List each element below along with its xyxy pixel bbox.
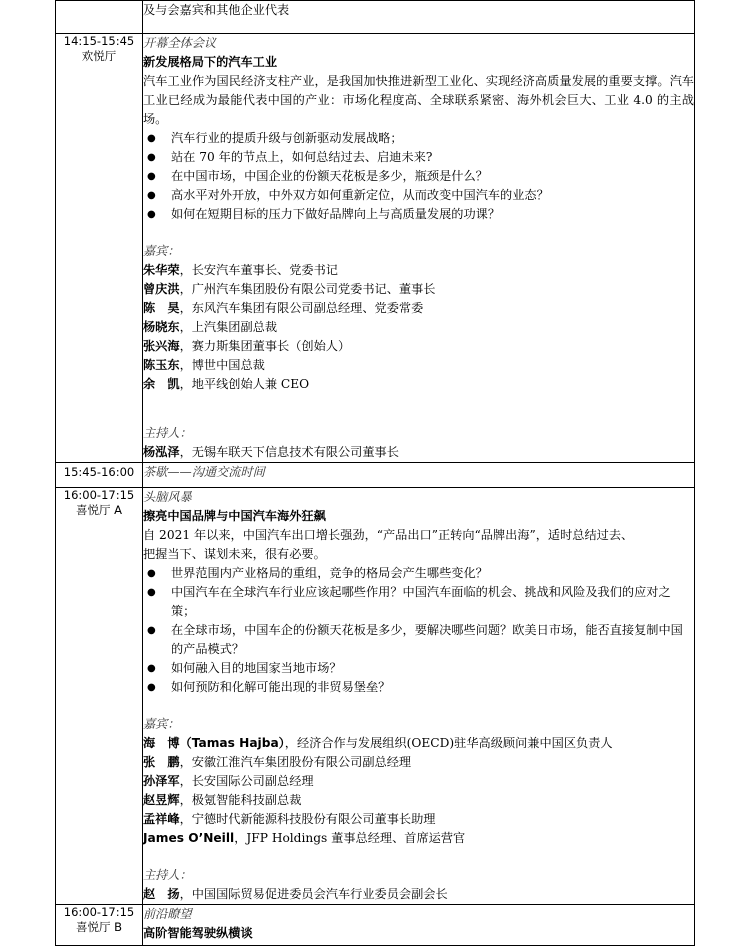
guest-title: ，安徽江淮汽车集团股份有限公司副总经理: [179, 755, 412, 769]
session-intro: 汽车工业作为国民经济支柱产业，是我国加快推进新型工业化、实现经济高质量发展的重要支撑。汽车工业已经成为最能代表中国的产业：市场化程度高、全球联系紧密、海外机会巨大、工业 4.0 的主战场。: [143, 74, 694, 126]
agenda-row: [56, 463, 695, 488]
topic-item: ● 如何在短期目标的压力下做好品牌向上与高质量发展的功课？: [143, 205, 694, 224]
topic-item: ● 高水平对外开放，中外双方如何重新定位，从而改变中国汽车的业态？: [143, 186, 694, 205]
topic-list: [143, 564, 694, 697]
session-intro-line: 自 2021 年以来，中国汽车出口增长强劲，“产品出口”正转向“品牌出海”，适时总结过去、: [143, 528, 634, 542]
time-cell: [56, 1, 143, 34]
session-time: 14:15-15:45: [63, 34, 135, 48]
guest-title: ，东风汽车集团有限公司副总经理、党委常委: [179, 301, 424, 315]
guest-title: ，赛力斯集团董事长（创始人）: [179, 339, 351, 353]
topic-item: ● 世界范围内产业格局的重组，竞争的格局会产生哪些变化？: [143, 564, 694, 583]
time-cell: [56, 488, 143, 905]
content-cell: [143, 905, 695, 946]
guest-name: 余 凯: [143, 377, 180, 391]
session-category: 前沿瞭望: [143, 907, 192, 921]
agenda-row: [56, 1, 695, 34]
session-category: 头脑风暴: [143, 490, 192, 504]
agenda-row: [56, 34, 695, 463]
host-line: [143, 443, 694, 462]
time-cell: [56, 463, 143, 488]
guest-line: [143, 829, 694, 848]
guest-line: [143, 261, 694, 280]
agenda-row: [56, 488, 695, 905]
guest-name: 朱华荣: [143, 263, 180, 277]
guest-name: 杨晓东: [143, 320, 180, 334]
session-room: 喜悦厅 A: [75, 503, 123, 517]
guest-title: ，经济合作与发展组织(OECD)驻华高级顾问兼中国区负责人: [284, 736, 613, 750]
guest-name: 赵昱辉: [143, 793, 180, 807]
guest-name: 孙泽军: [143, 774, 180, 788]
session-intro-line: 把握当下、谋划未来，很有必要。: [143, 547, 326, 561]
guest-line: [143, 337, 694, 356]
session-title: 新发展格局下的汽车工业: [143, 55, 278, 69]
host-title: ，中国国际贸易促进委员会汽车行业委员会副会长: [179, 887, 448, 901]
continuation-text: 及与会嘉宾和其他企业代表: [143, 3, 290, 17]
guest-line: [143, 299, 694, 318]
guest-line: [143, 375, 694, 394]
content-cell: [143, 1, 695, 34]
guest-title: ，长安国际公司副总经理: [179, 774, 314, 788]
guests-label: 嘉宾：: [143, 244, 180, 258]
guest-name: 海 博（Tamas Hajba）: [143, 736, 285, 750]
guests-label: 嘉宾：: [143, 717, 180, 731]
topic-item: ● 如何融入目的地国家当地市场？: [143, 659, 694, 678]
guest-line: [143, 772, 694, 791]
guest-title: ，JFP Holdings 董事总经理、首席运营官: [234, 831, 466, 845]
agenda-table: [55, 0, 695, 946]
host-label: 主持人：: [143, 868, 192, 882]
topic-item: ● 在全球市场，中国车企的份额天花板是多少，要解决哪些问题？欧美日市场，能否直接复制中国的产品模式？: [143, 621, 694, 659]
guest-line: [143, 810, 694, 829]
guest-name: 张 鹏: [143, 755, 180, 769]
guest-name: 陈玉东: [143, 358, 180, 372]
guest-name: James O’Neill: [143, 831, 235, 845]
session-time: 16:00-17:15: [63, 488, 135, 502]
topic-list: [143, 129, 694, 224]
agenda-row: [56, 905, 695, 946]
session-category: 茶歇——沟通交流时间: [143, 465, 265, 479]
guest-title: ，宁德时代新能源科技股份有限公司董事长助理: [179, 812, 436, 826]
host-line: [143, 885, 694, 904]
host-title: ，无锡车联天下信息技术有限公司董事长: [179, 445, 399, 459]
guest-name: 孟祥峰: [143, 812, 180, 826]
session-title: 擦亮中国品牌与中国汽车海外狂飙: [143, 509, 326, 523]
topic-item: ● 汽车行业的提质升级与创新驱动发展战略；: [143, 129, 694, 148]
host-label: 主持人：: [143, 426, 192, 440]
guest-title: ，上汽集团副总裁: [179, 320, 278, 334]
session-time: 16:00-17:15: [63, 905, 135, 919]
guest-line: [143, 280, 694, 299]
content-cell: [143, 488, 695, 905]
session-room: 欢悦厅: [81, 49, 117, 63]
content-cell: [143, 463, 695, 488]
guest-line: [143, 356, 694, 375]
topic-item: ● 如何预防和化解可能出现的非贸易堡垒？: [143, 678, 694, 697]
guest-name: 张兴海: [143, 339, 180, 353]
guest-name: 陈 昊: [143, 301, 180, 315]
host-name: 杨泓泽: [143, 445, 180, 459]
guest-name: 曾庆洪: [143, 282, 180, 296]
guest-line: [143, 318, 694, 337]
session-category: 开幕全体会议: [143, 36, 217, 50]
guest-title: ，极氪智能科技副总裁: [179, 793, 302, 807]
guest-line: [143, 734, 694, 753]
content-cell: [143, 34, 695, 463]
session-room: 喜悦厅 B: [75, 920, 123, 934]
topic-item: ● 中国汽车在全球汽车行业应该起哪些作用？中国汽车面临的机会、挑战和风险及我们的应对之策；: [143, 583, 694, 621]
guest-title: ，长安汽车董事长、党委书记: [179, 263, 338, 277]
guest-line: [143, 753, 694, 772]
session-title: 高阶智能驾驶纵横谈: [143, 926, 253, 940]
guest-title: ，地平线创始人兼 CEO: [179, 377, 310, 391]
time-cell: [56, 34, 143, 463]
time-cell: [56, 905, 143, 946]
guest-line: [143, 791, 694, 810]
guest-title: ，博世中国总裁: [179, 358, 265, 372]
topic-item: ● 站在 70 年的节点上，如何总结过去、启迪未来?: [143, 148, 694, 167]
guest-title: ，广州汽车集团股份有限公司党委书记、董事长: [179, 282, 436, 296]
topic-item: ● 在中国市场，中国企业的份额天花板是多少，瓶颈是什么？: [143, 167, 694, 186]
session-time: 15:45-16:00: [63, 465, 135, 479]
host-name: 赵 扬: [143, 887, 180, 901]
